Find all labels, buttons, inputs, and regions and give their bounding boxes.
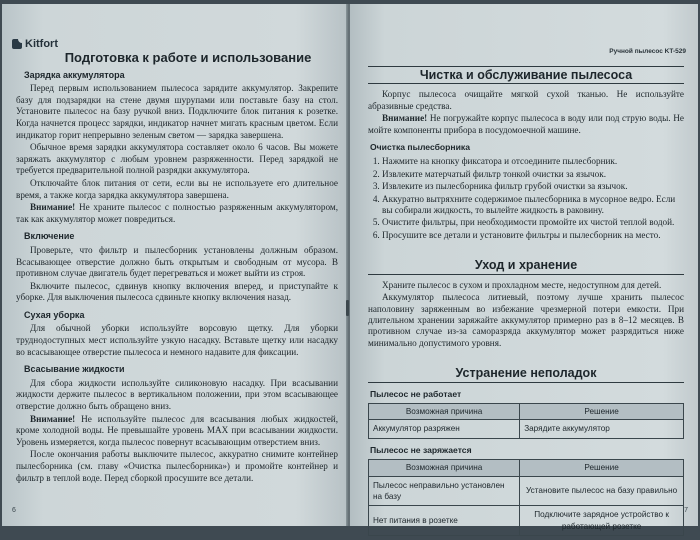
warning-paragraph — [368, 113, 684, 136]
section-heading: Включение — [24, 231, 75, 242]
table-cell: Подключите зарядное устройство к работающей розетке — [520, 506, 684, 536]
paragraph: Перед первым использованием пылесоса зарядите аккумулятор. Закрепите базу для подзарядки на стене двумя шурупами или поставьте базу на стол. Установите пылесос на базу ручкой вниз. Подключите блок питания к розетке. Когда начнется процесс зарядки, индикатор начнет мигать красным цветом. Если индикатор горит непрерывно зеленым светом — зарядка завершена. — [16, 83, 338, 140]
left-page — [2, 4, 348, 526]
list-item: 6. Просушите все детали и установите фильтры и пылесборник на место. — [382, 230, 684, 241]
table-heading: Пылесос не работает — [370, 388, 462, 399]
troubleshooting-table — [368, 403, 684, 439]
paragraph: Обычное время зарядки аккумулятора составляет около 6 часов. Вы можете заряжать аккумулятор с любым уровнем разряженности. Перед зарядкой не требуется предварительной полной разрядки аккумулятора. — [16, 142, 338, 176]
warning-label: Внимание! — [30, 413, 76, 424]
list-item: 3. Извлеките из пылесборника фильтр грубой очистки за язычок. — [382, 181, 684, 192]
table-cell: Пылесос неправильно установлен на базу — [369, 476, 520, 506]
left-content — [16, 52, 338, 485]
paragraph: Для сбора жидкости используйте силиконовую насадку. При всасывании жидкости держите пылесос в вертикальном положении, при этом всасывающее отверстие должно быть обращено вниз. — [16, 377, 338, 412]
kitfort-logo-icon — [12, 39, 22, 49]
warning-paragraph — [16, 414, 338, 449]
table-cell: Нет питания в розетке — [369, 506, 520, 536]
troubleshooting-table — [368, 459, 684, 536]
column-header: Возможная причина — [369, 403, 520, 419]
paragraph: Корпус пылесоса очищайте мягкой сухой тканью. Не используйте абразивные средства. — [368, 89, 684, 111]
column-header: Возможная причина — [369, 460, 520, 476]
table-cell: Установите пылесос на базу правильно — [520, 476, 684, 506]
table-row — [369, 420, 684, 438]
subsection-heading: Очистка пылесборника — [370, 142, 470, 153]
list-item: 4. Аккуратно вытряхните содержимое пылесборника в мусорное ведро. Если вы собирали жидкость, то вылейте жидкость в раковину. — [382, 194, 684, 217]
dust-steps-list — [368, 156, 684, 241]
section-title: Чистка и обслуживание пылесоса — [368, 66, 684, 84]
table-row — [369, 476, 684, 506]
paragraph: После окончания работы выключите пылесос, аккуратно снимите контейнер пылесборника (см. главу «Очистка пылесборника») и промойте контейнер и фильтр в теплой воде. Перед сборкой просушите все детали. — [16, 449, 338, 483]
page-title: Подготовка к работе и использование — [64, 50, 312, 65]
right-content — [368, 66, 684, 540]
column-header: Решение — [520, 403, 684, 419]
page-number-right: 7 — [684, 507, 688, 514]
list-item: 5. Очистите фильтры, при необходимости промойте их чистой теплой водой. — [382, 217, 684, 228]
warning-paragraph — [16, 202, 338, 225]
paragraph: Проверьте, что фильтр и пылесборник установлены должным образом. Всасывающее отверстие должно быть открытым и свободным от мусора. В противном случае двигатель будет перегреваться и может выйти из строя. — [16, 244, 338, 279]
logo-text: Kitfort — [25, 38, 58, 50]
right-page — [350, 4, 698, 531]
section-title: Устранение неполадок — [368, 365, 684, 382]
running-header: Ручной пылесос KT-529 — [609, 48, 686, 55]
section-heading: Всасывание жидкости — [24, 364, 125, 375]
column-header: Решение — [520, 460, 684, 476]
list-item: 2. Извлеките матерчатый фильтр тонкой очистки за язычок. — [382, 169, 684, 180]
section-title: Уход и хранение — [368, 257, 684, 274]
paragraph: Отключайте блок питания от сети, если вы не используете его длительное время, а также когда зарядка аккумулятора завершена. — [16, 177, 338, 200]
brand-logo — [12, 38, 58, 50]
list-item: 1. Нажмите на кнопку фиксатора и отсоедините пылесборник. — [382, 156, 684, 167]
section-heading: Сухая уборка — [24, 309, 85, 320]
table-cell: Зарядите аккумулятор — [520, 420, 684, 438]
warning-label: Внимание! — [30, 202, 76, 213]
page-number-left: 6 — [12, 507, 16, 514]
table-row — [369, 506, 684, 536]
table-header-row — [369, 403, 684, 419]
table-heading: Пылесос не заряжается — [370, 444, 472, 455]
section-heading: Зарядка аккумулятора — [24, 69, 125, 80]
table-header-row — [369, 460, 684, 476]
warning-text: Не используйте пылесос для всасывания любых жидкостей, кроме холодной воды. Не превышайте уровень MAX при всасывании жидкости. Уровень измеряется, когда пылесос повернут всасывающим отверстием вниз. — [16, 413, 338, 447]
binding-staple — [346, 300, 349, 316]
paragraph: Храните пылесос в сухом и прохладном месте, недоступном для детей. — [382, 279, 662, 290]
paragraph: Для обычной уборки используйте ворсовую щетку. Для уборки труднодоступных мест используйте узкую насадку. Вставьте щетку или насадку во всасывающее отверстие пылесоса и немного надавите для фиксации. — [16, 323, 338, 357]
paragraph: Аккумулятор пылесоса литиевый, поэтому лучше хранить пылесос наполовину заряженным во избежание чрезмерной потери емкости. При длительном хранении заряжайте аккумулятор примерно раз в 8–12 месяцев. В противном случае из-за саморазряда аккумулятор может разрядиться ниже минимально допустимого уровня. — [368, 292, 684, 348]
paragraph: Включите пылесос, сдвинув кнопку включения вперед, и приступайте к уборке. Для выключения пылесоса сдвиньте кнопку включения назад. — [16, 280, 338, 303]
warning-text: Не храните пылесос с полностью разряженным аккумулятором, так как аккумулятор может повредиться. — [16, 202, 338, 224]
warning-label: Внимание! — [382, 113, 428, 124]
table-cell: Аккумулятор разряжен — [369, 420, 520, 438]
warning-text: Не погружайте корпус пылесоса в воду или под струю воды. Не мойте компоненты прибора в посудомоечной машине. — [368, 113, 684, 135]
